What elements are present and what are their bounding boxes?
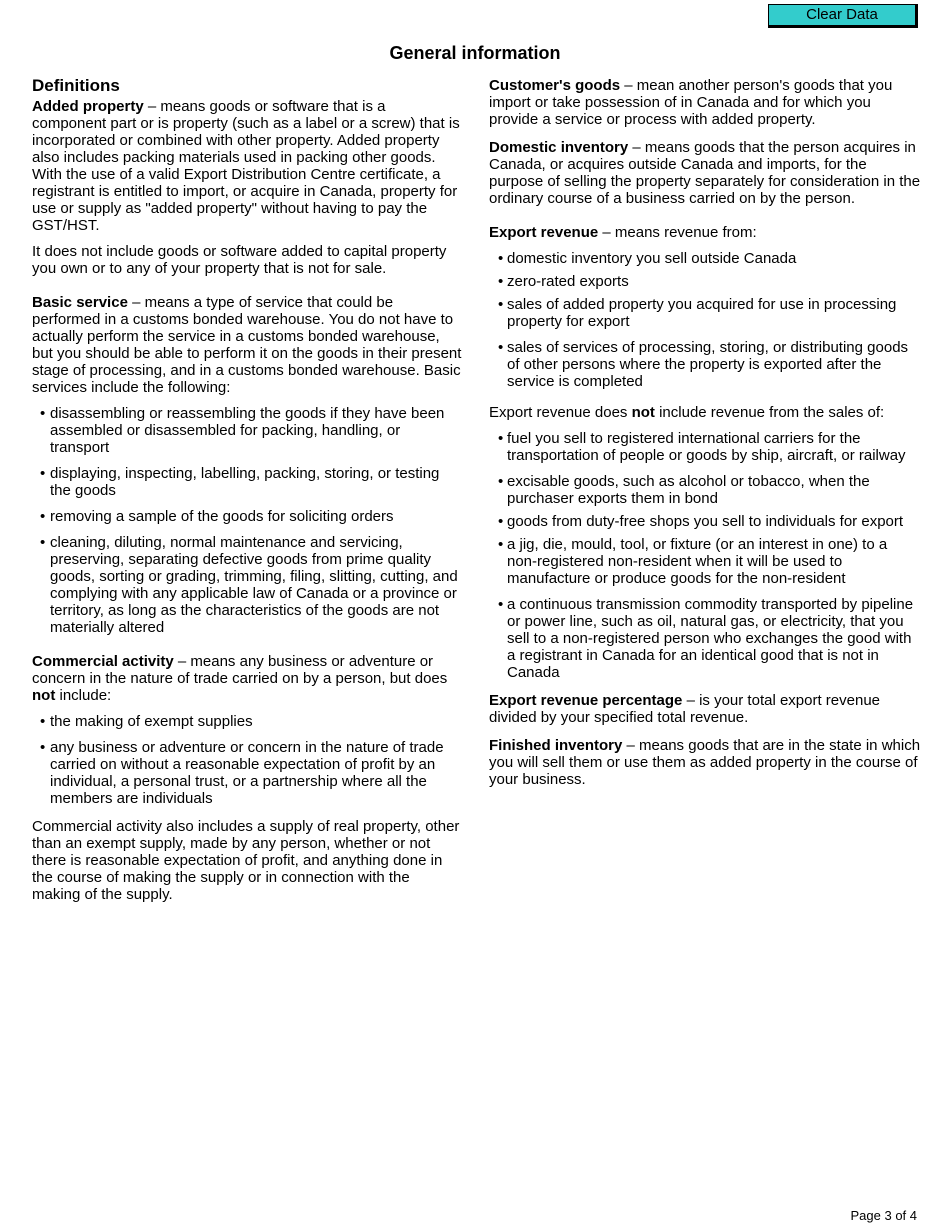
list-item: • any business or adventure or concern in the nature of trade carried on without a reasonable expectation of profit by an individual, a personal trust, or a partnership where all the members are individuals	[32, 739, 462, 807]
right-column	[489, 75, 921, 788]
finished-inventory-text: – means goods that are in the state in which you will sell them or use them as added property in the course of your business.	[489, 737, 921, 788]
list-item: • goods from duty-free shops you sell to individuals for export	[489, 513, 921, 530]
list-item: • a jig, die, mould, tool, or fixture (or an interest in one) to a non-registered non-resident when it will be used to manufacture or produce goods for the non-resident	[489, 536, 921, 587]
definition-export-revenue-percentage	[489, 692, 921, 726]
export-revenue-list	[489, 250, 921, 390]
export-revenue-percentage-text: – is your total export revenue divided by your specified total revenue.	[489, 692, 881, 726]
list-item: • fuel you sell to registered international carriers for the transportation of people or goods by ship, aircraft, or railway	[489, 430, 921, 464]
commercial-activity-text: – means any business or adventure or concern in the nature of trade carried on by a person, but does	[32, 653, 448, 687]
page-number: Page 3 of 4	[850, 1208, 917, 1223]
list-item: • the making of exempt supplies	[32, 713, 462, 730]
basic-service-text: – means a type of service that could be performed in a customs bonded warehouse. You do not have to actually perform the service in a customs bonded warehouse, but you should be able to perform it on the goods in their present stage of processing, and in a customs bonded warehouse. Basic services include the following:	[32, 294, 462, 396]
domestic-inventory-text: – means goods that the person acquires in Canada, or acquires outside Canada and imports, for the purpose of selling the property separately for consideration in the ordinary course of a business carried on by the person.	[489, 139, 921, 207]
list-item: • sales of added property you acquired for use in processing property for export	[489, 296, 921, 330]
definition-customers-goods	[489, 77, 921, 128]
list-item: • disassembling or reassembling the goods if they have been assembled or disassembled for packing, handling, or transport	[32, 405, 462, 456]
definition-export-revenue	[489, 224, 921, 241]
added-property-text: – means goods or software that is a component part or is property (such as a label or a screw) that is incorporated or combined with other property. Added property also includes packing materials used in packing other goods. With the use of a valid Export Distribution Centre certificate, a registrant is entitled to import, or acquire in Canada, property for use or supply as "added property" without having to pay the GST/HST.	[32, 98, 460, 234]
commercial-activity-list	[32, 713, 462, 807]
list-item: • displaying, inspecting, labelling, packing, storing, or testing the goods	[32, 465, 462, 499]
term-commercial-activity: Commercial activity	[32, 653, 174, 670]
term-export-revenue-percentage: Export revenue percentage	[489, 692, 683, 709]
emphasis-not: not	[631, 404, 655, 421]
exclusion-text: Export revenue does	[489, 404, 632, 421]
list-item: • cleaning, diluting, normal maintenance and servicing, preserving, separating defective goods from prime quality goods, sorting or grading, trimming, filing, slitting, cutting, and complying with any applicable law of Canada or a province or territory, as long as the characteristics of the goods are not materially altered	[32, 534, 462, 636]
list-item: • sales of services of processing, storing, or distributing goods of other persons where the property is exported after the service is completed	[489, 339, 921, 390]
export-revenue-text: – means revenue from:	[598, 224, 757, 241]
commercial-activity-text-end: include:	[55, 687, 112, 704]
term-basic-service: Basic service	[32, 294, 128, 311]
definition-finished-inventory	[489, 737, 921, 788]
clear-data-button[interactable]: Clear Data	[768, 4, 918, 28]
term-domestic-inventory: Domestic inventory	[489, 139, 629, 156]
term-finished-inventory: Finished inventory	[489, 737, 623, 754]
customers-goods-text: – mean another person's goods that you import or take possession of in Canada and for which you provide a service or process with added property.	[489, 77, 893, 128]
list-item: • domestic inventory you sell outside Canada	[489, 250, 921, 267]
exclusion-list	[489, 430, 921, 681]
definition-commercial-activity	[32, 653, 462, 704]
term-added-property: Added property	[32, 98, 144, 115]
list-item: • a continuous transmission commodity transported by pipeline or power line, such as oil, natural gas, or electricity, that you sell to a non-registered person who exchanges the good with a registrant in Canada for an identical good that is not in Canada	[489, 596, 921, 681]
definition-domestic-inventory	[489, 139, 921, 207]
list-item: • removing a sample of the goods for soliciting orders	[32, 508, 462, 525]
commercial-activity-note: Commercial activity also includes a supply of real property, other than an exempt supply, made by any person, whether or not there is reasonable expectation of profit, and anything done in the course of making the supply or in connection with the making of the supply.	[32, 818, 460, 903]
term-export-revenue: Export revenue	[489, 224, 599, 241]
basic-service-list	[32, 405, 462, 636]
definitions-heading: Definitions	[32, 76, 120, 95]
export-revenue-exclusion	[489, 404, 921, 421]
added-property-note: It does not include goods or software added to capital property you own or to any of your property that is not for sale.	[32, 243, 447, 277]
definition-basic-service	[32, 294, 462, 396]
left-column	[32, 75, 462, 903]
exclusion-text-end: include revenue from the sales of:	[654, 404, 885, 421]
list-item: • excisable goods, such as alcohol or tobacco, when the purchaser exports them in bond	[489, 473, 921, 507]
emphasis-not: not	[32, 687, 56, 704]
term-customers-goods: Customer's goods	[489, 77, 621, 94]
definition-added-property	[32, 98, 462, 234]
list-item: • zero-rated exports	[489, 273, 921, 290]
page-title: General information	[389, 43, 561, 63]
